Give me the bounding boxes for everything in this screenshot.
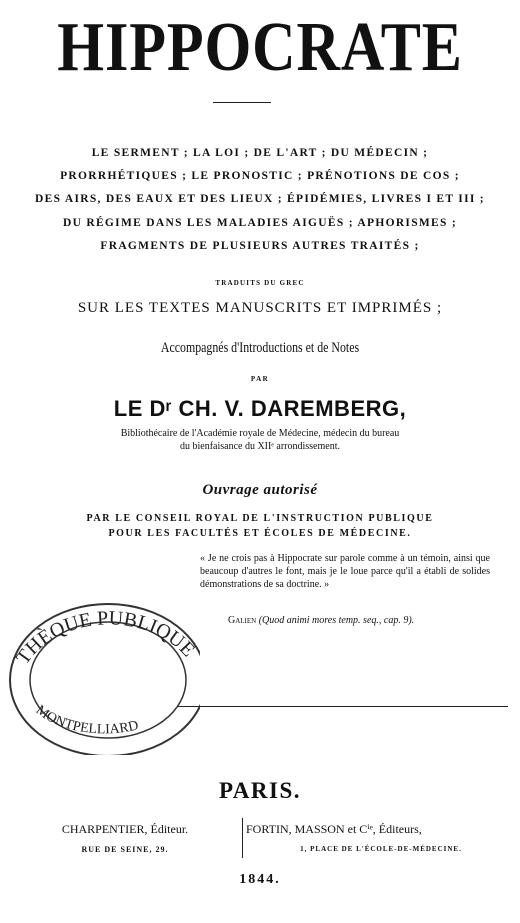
stamp-top-text: THÈQUE PUBLIQUE xyxy=(11,607,200,669)
book-title: HIPPOCRATE xyxy=(57,9,463,86)
stamp-rule xyxy=(178,706,508,707)
publisher-right-address: 1, PLACE DE L'ÉCOLE-DE-MÉDECINE. xyxy=(300,845,462,853)
publisher-right: FORTIN, MASSON et Cⁱᵉ, Éditeurs, xyxy=(246,822,422,836)
epigraph-work: (Quod animi mores temp. seq., cap. 9). xyxy=(258,615,415,626)
sources-line: SUR LES TEXTES MANUSCRITS ET IMPRIMÉS ; xyxy=(77,300,443,316)
contents-line-4: DU RÉGIME DANS LES MALADIES AIGUËS ; APHORISMES ; xyxy=(62,217,458,229)
author-affiliation-2: du bienfaisance du XIIᵉ arrondissement. xyxy=(179,441,340,452)
author-name: LE Dʳ CH. V. DAREMBERG, xyxy=(113,396,407,421)
contents-line-3: DES AIRS, DES EAUX ET DES LIEUX ; ÉPIDÉMIES, LIVRES I ET III ; xyxy=(35,193,485,205)
approval-heading: Ouvrage autorisé xyxy=(202,482,318,498)
epigraph-source xyxy=(228,615,414,626)
city: PARIS. xyxy=(218,778,302,803)
publisher-left-address: RUE DE SEINE, 29. xyxy=(81,845,169,854)
library-stamp xyxy=(0,585,200,755)
translation-note: TRADUITS DU GREC xyxy=(215,279,305,287)
publication-year: 1844. xyxy=(239,872,281,887)
publisher-left: CHARPENTIER, Éditeur. xyxy=(61,822,189,836)
publisher-divider xyxy=(242,818,243,858)
epigraph-text: « Je ne crois pas à Hippocrate sur parole comme à un témoin, ainsi que beaucoup d'autres le font, mais je le loue parce qu'il a établi de solides démonstrations de sa doctrine. » xyxy=(200,553,490,590)
par-label: PAR xyxy=(250,375,270,383)
contents-line-1: LE SERMENT ; LA LOI ; DE L'ART ; DU MÉDECIN ; xyxy=(91,147,429,159)
title-rule xyxy=(213,102,271,103)
approval-line-1: PAR LE CONSEIL ROYAL DE L'INSTRUCTION PUBLIQUE xyxy=(86,513,434,524)
author-affiliation-1: Bibliothécaire de l'Académie royale de Médecine, médecin du bureau xyxy=(120,428,400,439)
accompanied-line: Accompagnés d'Introductions et de Notes xyxy=(160,340,360,356)
epigraph-author: Galien xyxy=(228,615,257,626)
contents-line-2: PRORRHÉTIQUES ; LE PRONOSTIC ; PRÉNOTIONS DE COS ; xyxy=(60,170,460,182)
approval-line-2: POUR LES FACULTÉS ET ÉCOLES DE MÉDECINE. xyxy=(108,528,412,539)
stamp-bottom-text: MONTPELLIARD xyxy=(32,702,141,738)
contents-line-5: FRAGMENTS DE PLUSIEURS AUTRES TRAITÉS ; xyxy=(100,240,420,252)
